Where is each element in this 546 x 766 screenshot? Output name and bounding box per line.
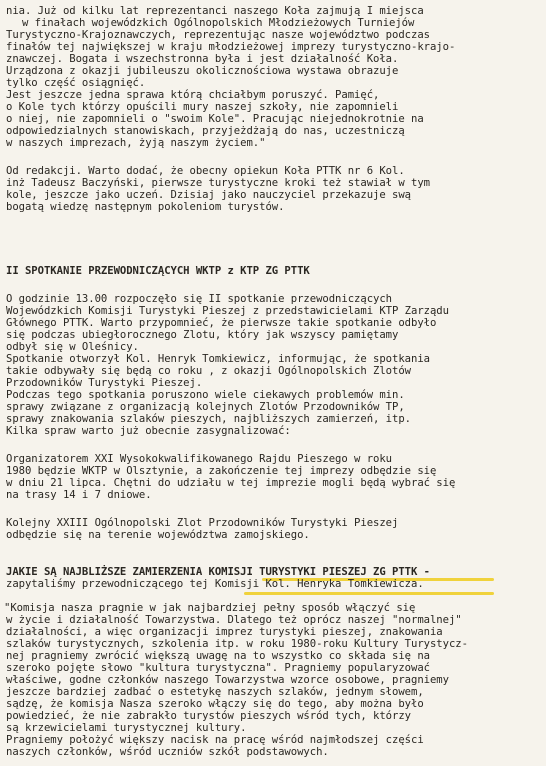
text-line: Urządzona z okazji jubileuszu okolicznościowa wystawa obrazuje <box>6 65 399 77</box>
text-line: Spotkanie otworzył Kol. Henryk Tomkiewicz, informując, że spotkania <box>6 353 430 365</box>
section-subheading: zapytaliśmy przewodniczącego tej Komisji Kol. Henryka Tomkiewicza. <box>6 578 424 590</box>
section-heading: JAKIE SĄ NAJBLIŻSZE ZAMIERZENIA KOMISJI TURYSTYKI PIESZEJ ZG PTTK - <box>6 566 430 578</box>
text-line: finałów tej największej w kraju młodzieżowej imprezy turystyczno-krajo- <box>6 41 456 53</box>
text-line: "Komisja nasza pragnie w jak najbardziej pełny sposób włączyć się <box>4 602 416 614</box>
highlight-underline <box>244 592 494 595</box>
text-line: w naszych imprezach, żyją naszym życiem." <box>6 137 266 149</box>
text-line: powiedzieć, że nie zabrakło turystów pieszych wśród tych, którzy <box>6 710 411 722</box>
text-line: o niej, nie zapomnieli o "swoim Kole". Pracując niejednokrotnie na <box>6 113 424 125</box>
text-line: są krzewicielami turystycznej kultury. <box>6 722 247 734</box>
section-heading: II SPOTKANIE PRZEWODNICZĄCYCH WKTP z KTP ZG PTTK <box>6 265 310 277</box>
text-line: szeroko pojęte słowo "kultura turystyczna". Pragniemy popularyzować <box>6 662 430 674</box>
text-line: tylko część osiągnięć. <box>6 77 146 89</box>
text-line: znawczej. Bogata i wszechstronna była i jest działalność Koła. <box>6 53 399 65</box>
text-line: bogatą wiedzę następnym pokoleniom turystów. <box>6 201 285 213</box>
text-line: właściwe, godne członków naszego Towarzystwa wzorce osobowe, pragniemy <box>6 674 449 686</box>
text-line: inż Tadeusz Baczyński, pierwsze turystyczne kroki też stawiał w tym <box>6 177 430 189</box>
text-line: naszych członków, wśród uczniów szkół podstawowych. <box>6 746 329 758</box>
text-line: szlaków turystycznych, szkolenia itp. w roku 1980-roku Kultury Turystycz- <box>6 638 468 650</box>
text-line: w dniu 21 lipca. Chętni do udziału w tej imprezie mogli będą wybrać się <box>6 477 456 489</box>
text-line: Od redakcji. Warto dodać, że obecny opiekun Koła PTTK nr 6 Kol. <box>6 165 405 177</box>
text-line: odbędzie się na terenie województwa zamojskiego. <box>6 529 310 541</box>
text-line: jeszcze bardziej zadbać o estetykę naszych szlaków, jednym słowem, <box>6 686 424 698</box>
text-line: Pragniemy położyć większy nacisk na pracę wśród najmłodszej części <box>6 734 424 746</box>
text-line: Kilka spraw warto już obecnie zasygnalizować: <box>6 425 291 437</box>
text-line: w finałach wojewódzkich Ogólnopolskich Młodzieżowych Turniejów <box>22 17 415 29</box>
text-line: Jest jeszcze jedna sprawa którą chciałbym poruszyć. Pamięć, <box>6 89 380 101</box>
text-line: kole, jeszcze jako uczeń. Dzisiaj jako nauczyciel przekazuje swą <box>6 189 411 201</box>
text-line: się podczas ubiegłorocznego Zlotu, który jak wszyscy pamiętamy <box>6 329 399 341</box>
text-line: w życie i działalność Towarzystwa. Dlatego też oprócz naszej "normalnej" <box>6 614 462 626</box>
text-line: Turystyczno-Krajoznawczych, reprezentując nasze województwo podczas <box>6 29 430 41</box>
text-line: Przodowników Turystyki Pieszej. <box>6 377 203 389</box>
text-line: Podczas tego spotkania poruszono wiele ciekawych problemów min. <box>6 389 405 401</box>
text-line: 1980 będzie WKTP w Olsztynie, a zakończenie tej imprezy odbędzie się <box>6 465 437 477</box>
text-line: nej pragniemy zwrócić większą uwagę na to wszystko co składa się na <box>6 650 430 662</box>
text-line: na trasy 14 i 7 dniowe. <box>6 489 152 501</box>
text-line: takie odbywały się będą co roku , z okazji Ogólnopolskich Zlotów <box>6 365 411 377</box>
text-line: O godzinie 13.00 rozpoczęło się II spotkanie przewodniczących <box>6 293 393 305</box>
text-line: Organizatorem XXI Wysokokwalifikowanego Rajdu Pieszego w roku <box>6 453 393 465</box>
text-line: sprawy związane z organizacją kolejnych Zlotów Przodowników TP, <box>6 401 405 413</box>
text-line: sądzę, że komisja Nasza szeroko włączy się do tego, aby można było <box>6 698 424 710</box>
text-line: nia. Już od kilku lat reprezentanci naszego Koła zajmują I miejsca <box>6 5 424 17</box>
text-line: odbył się w Oleśnicy. <box>6 341 139 353</box>
text-line: Głównego PTTK. Warto przypomnieć, że pierwsze takie spotkanie odbyło <box>6 317 437 329</box>
text-line: Wojewódzkich Komisji Turystyki Pieszej z przedstawicielami KTP Zarządu <box>6 305 449 317</box>
text-line: odpowiedzialnych stanowiskach, przyjeżdżają do nas, uczestniczą <box>6 125 405 137</box>
text-line: o Kole tych którzy opuścili mury naszej szkoły, nie zapomnieli <box>6 101 399 113</box>
text-line: działalności, a więc organizacji imprez turystyki pieszej, znakowania <box>6 626 443 638</box>
text-line: Kolejny XXIII Ogólnopolski Zlot Przodowników Turystyki Pieszej <box>6 517 399 529</box>
text-line: sprawy znakowania szlaków pieszych, najbliższych zamierzeń, itp. <box>6 413 411 425</box>
